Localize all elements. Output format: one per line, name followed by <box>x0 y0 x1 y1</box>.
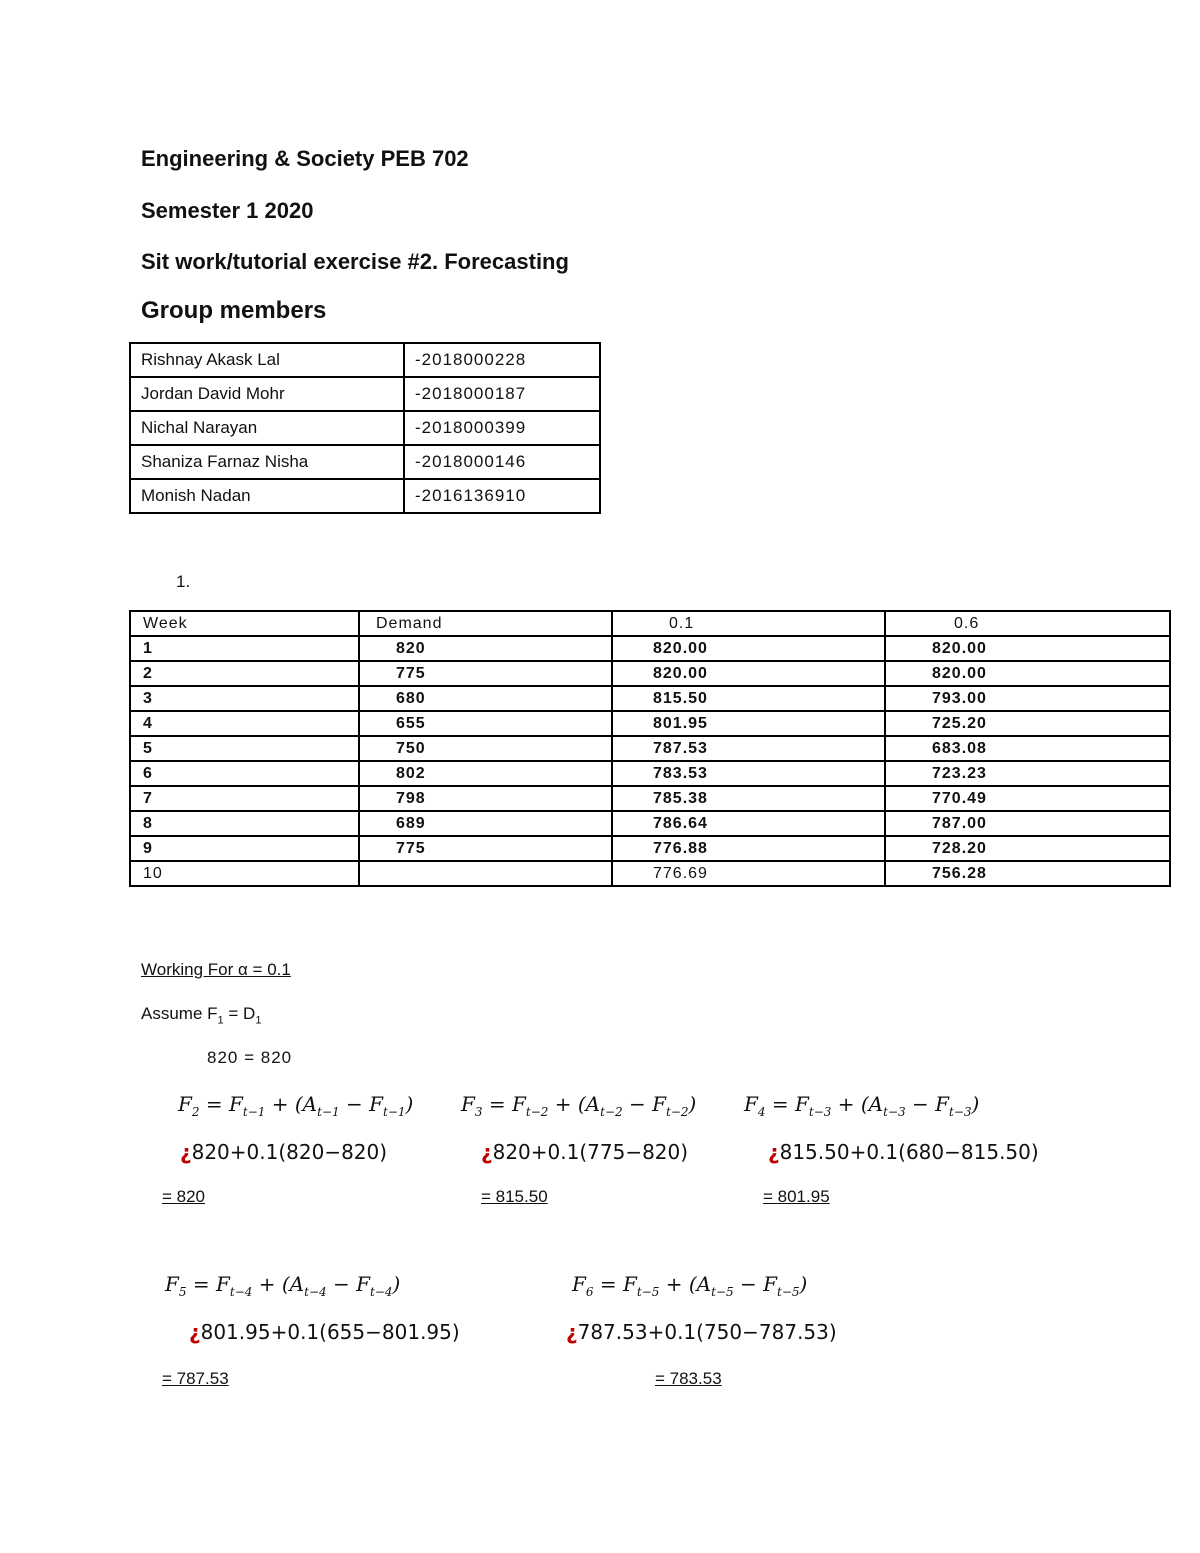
calculation-line: ¿787.53+0.1(750−787.53) <box>566 1320 837 1344</box>
recurrence-formula: $F_4 = F_{t-3} + (A_{t-3} - F_{t-3})$ <box>744 1092 980 1119</box>
forecast-01-cell: 815.50 <box>612 686 885 711</box>
inverted-question-mark: ¿ <box>180 1140 192 1164</box>
column-header: Demand <box>359 611 612 636</box>
forecast-06-cell: 723.23 <box>885 761 1170 786</box>
forecast-row <box>130 836 1170 861</box>
week-cell: 8 <box>130 811 359 836</box>
forecast-06-cell: 820.00 <box>885 661 1170 686</box>
forecast-01-cell: 785.38 <box>612 786 885 811</box>
week-cell: 9 <box>130 836 359 861</box>
demand-cell: 775 <box>359 661 612 686</box>
column-header: 0.6 <box>885 611 1170 636</box>
member-name: Shaniza Farnaz Nisha <box>130 445 404 479</box>
calculation-line: ¿801.95+0.1(655−801.95) <box>189 1320 460 1344</box>
forecast-row <box>130 661 1170 686</box>
forecast-row <box>130 761 1170 786</box>
inverted-question-mark: ¿ <box>189 1320 201 1344</box>
course-title: Engineering & Society PEB 702 <box>141 146 469 171</box>
forecast-header-row <box>130 611 1170 636</box>
forecast-06-cell: 787.00 <box>885 811 1170 836</box>
demand-cell: 798 <box>359 786 612 811</box>
week-cell: 2 <box>130 661 359 686</box>
question-number: 1. <box>176 572 191 591</box>
member-row <box>130 411 600 445</box>
member-row <box>130 377 600 411</box>
inverted-question-mark: ¿ <box>481 1140 493 1164</box>
member-name: Jordan David Mohr <box>130 377 404 411</box>
demand-cell: 689 <box>359 811 612 836</box>
week-cell: 7 <box>130 786 359 811</box>
recurrence-formula: $F_5 = F_{t-4} + (A_{t-4} - F_{t-4})$ <box>165 1272 401 1299</box>
demand-cell <box>359 861 612 886</box>
week-cell: 6 <box>130 761 359 786</box>
demand-cell: 655 <box>359 711 612 736</box>
forecast-01-cell: 820.00 <box>612 661 885 686</box>
forecast-row <box>130 686 1170 711</box>
member-id: -2016136910 <box>404 479 600 513</box>
forecast-row <box>130 786 1170 811</box>
forecast-01-cell: 786.64 <box>612 811 885 836</box>
assumption: Assume $F_1 = D_1$ <box>141 1004 262 1027</box>
member-id: -2018000228 <box>404 343 600 377</box>
member-id: -2018000146 <box>404 445 600 479</box>
week-cell: 1 <box>130 636 359 661</box>
exercise-title: Sit work/tutorial exercise #2. Forecasting <box>141 249 569 274</box>
week-cell: 5 <box>130 736 359 761</box>
member-row <box>130 445 600 479</box>
forecast-row <box>130 736 1170 761</box>
forecast-06-cell: 725.20 <box>885 711 1170 736</box>
calculation-line: ¿815.50+0.1(680−815.50) <box>768 1140 1039 1164</box>
forecast-01-cell: 820.00 <box>612 636 885 661</box>
forecast-row <box>130 811 1170 836</box>
semester-line: Semester 1 2020 <box>141 198 314 223</box>
base-equation: 820 = 820 <box>207 1048 293 1067</box>
forecast-06-cell: 820.00 <box>885 636 1170 661</box>
forecast-06-cell: 728.20 <box>885 836 1170 861</box>
member-id: -2018000187 <box>404 377 600 411</box>
group-heading: Group members <box>141 297 327 324</box>
recurrence-formula: $F_3 = F_{t-2} + (A_{t-2} - F_{t-2})$ <box>461 1092 697 1119</box>
forecast-01-cell: 787.53 <box>612 736 885 761</box>
step-result: = 815.50 <box>481 1187 548 1206</box>
forecast-01-cell: 801.95 <box>612 711 885 736</box>
working-title: Working For α = 0.1 <box>141 960 291 979</box>
forecast-06-cell: 756.28 <box>885 861 1170 886</box>
forecast-06-cell: 683.08 <box>885 736 1170 761</box>
recurrence-formula: $F_2 = F_{t-1} + (A_{t-1} - F_{t-1})$ <box>178 1092 414 1119</box>
forecast-01-cell: 776.69 <box>612 861 885 886</box>
forecast-row <box>130 711 1170 736</box>
forecast-06-cell: 770.49 <box>885 786 1170 811</box>
forecast-01-cell: 783.53 <box>612 761 885 786</box>
week-cell: 4 <box>130 711 359 736</box>
member-name: Monish Nadan <box>130 479 404 513</box>
inverted-question-mark: ¿ <box>768 1140 780 1164</box>
calculation-line: ¿820+0.1(775−820) <box>481 1140 689 1164</box>
forecast-06-cell: 793.00 <box>885 686 1170 711</box>
inverted-question-mark: ¿ <box>566 1320 578 1344</box>
demand-cell: 820 <box>359 636 612 661</box>
week-cell: 10 <box>130 861 359 886</box>
forecast-table <box>129 610 1171 887</box>
step-result: = 801.95 <box>763 1187 830 1206</box>
demand-cell: 680 <box>359 686 612 711</box>
column-header: Week <box>130 611 359 636</box>
member-row <box>130 343 600 377</box>
step-result: = 820 <box>162 1187 206 1206</box>
column-header: 0.1 <box>612 611 885 636</box>
step-result: = 783.53 <box>655 1369 722 1388</box>
week-cell: 3 <box>130 686 359 711</box>
members-table <box>129 342 601 514</box>
demand-cell: 802 <box>359 761 612 786</box>
member-id: -2018000399 <box>404 411 600 445</box>
step-result: = 787.53 <box>162 1369 229 1388</box>
member-name: Nichal Narayan <box>130 411 404 445</box>
demand-cell: 775 <box>359 836 612 861</box>
calculation-line: ¿820+0.1(820−820) <box>180 1140 388 1164</box>
forecast-row <box>130 861 1170 886</box>
forecast-01-cell: 776.88 <box>612 836 885 861</box>
demand-cell: 750 <box>359 736 612 761</box>
recurrence-formula: $F_6 = F_{t-5} + (A_{t-5} - F_{t-5})$ <box>572 1272 808 1299</box>
member-name: Rishnay Akask Lal <box>130 343 404 377</box>
forecast-row <box>130 636 1170 661</box>
member-row <box>130 479 600 513</box>
